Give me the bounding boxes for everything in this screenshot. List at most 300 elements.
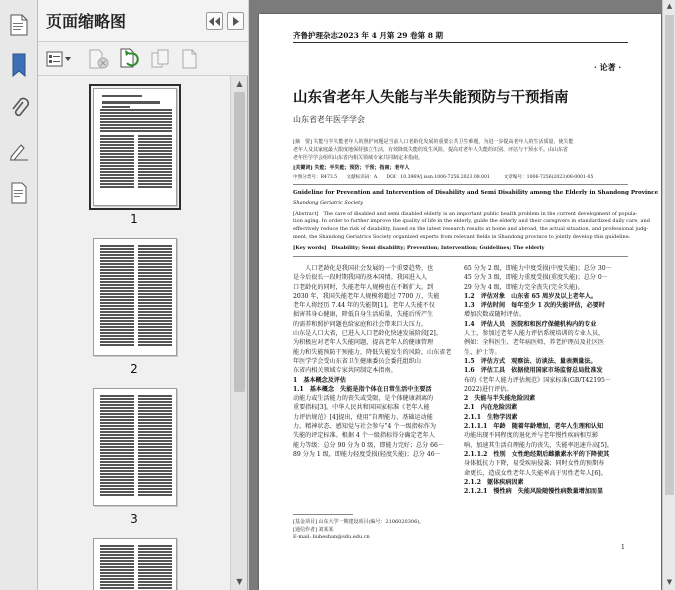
body-line: 2.1.2.1 慢性病 失能风险随慢性病数量增加而显 bbox=[464, 488, 604, 496]
thumbnail-text-line bbox=[138, 422, 172, 424]
scroll-up-icon[interactable]: ▲ bbox=[236, 79, 243, 88]
body-line: 命更长，造成女性老年人失能率高于男性老年人[6]。 bbox=[464, 469, 607, 477]
body-line: 2.1.1.2 性别 女性绝经期后雌激素水平的下降使其 bbox=[464, 450, 610, 458]
abstract-en-line: tion aging. In order to further improve the quality of life in the elderly, guide the elderly and their caregivers in standardized daily care, and bbox=[293, 218, 650, 224]
thumbnail-text-line bbox=[138, 449, 172, 451]
thumbnail-text-line bbox=[138, 281, 172, 283]
attachment-icon[interactable] bbox=[5, 93, 33, 123]
page-thumbnails-panel bbox=[38, 0, 248, 590]
thumbnail-text-line bbox=[100, 109, 172, 111]
body-line: 29 分为 4 级，即能力完全丧失(完全失能)。 bbox=[464, 283, 584, 291]
thumbnail-text-line bbox=[100, 581, 134, 583]
thumbnail-text-line bbox=[100, 560, 134, 562]
thumbnail-text-line bbox=[100, 446, 134, 448]
thumbnail-text-line bbox=[100, 452, 134, 454]
thumbnail-text-line bbox=[100, 130, 172, 132]
thumbnail-text-line bbox=[100, 180, 134, 182]
thumbnail-text-line bbox=[100, 338, 134, 340]
thumbnail-text-line bbox=[138, 440, 172, 442]
thumbnail-text-line bbox=[138, 299, 172, 301]
thumbnail-text-line bbox=[138, 401, 172, 403]
thumbnail-text-line bbox=[100, 281, 134, 283]
thumbnail-text-line bbox=[138, 257, 172, 259]
thumbnail-text-line bbox=[100, 410, 134, 412]
body-line: 能力等级：总分 90 分为 0 级，即能力完好；总分 66－ bbox=[293, 441, 444, 449]
thumbnail-text-line bbox=[100, 266, 134, 268]
thumbnail-text-line bbox=[138, 413, 172, 415]
thumbnail-text-line bbox=[100, 335, 134, 337]
thumbnail-text-line bbox=[100, 341, 134, 343]
thumbnail-text-line bbox=[138, 569, 172, 571]
thumbnail-text-line bbox=[100, 584, 134, 586]
thumbnail-text-line bbox=[100, 422, 134, 424]
thumbnail-text-line bbox=[100, 398, 134, 400]
thumbnail-text-line bbox=[138, 566, 172, 568]
thumbnail-text-line bbox=[100, 287, 134, 289]
thumbnail-text-line bbox=[100, 449, 134, 451]
thumbnail-text-line bbox=[100, 293, 134, 295]
thumbnail-text-line bbox=[100, 127, 172, 129]
thumbnail-text-line bbox=[100, 485, 134, 487]
journal-header: 齐鲁护理杂志2023 年 4 月第 29 卷第 8 期 bbox=[293, 31, 444, 40]
thumbnail-text-line bbox=[100, 263, 134, 265]
thumbnail-text-line bbox=[138, 341, 172, 343]
thumbnail-text-line bbox=[100, 147, 134, 149]
thumbnail-text-line bbox=[138, 308, 172, 310]
thumbnail-text-line bbox=[138, 446, 172, 448]
thumbnail-text-line bbox=[100, 395, 134, 397]
thumbnail-text-line bbox=[138, 464, 172, 466]
thumbnail-text-line bbox=[100, 569, 134, 571]
insert-page-icon[interactable] bbox=[180, 48, 202, 70]
thumbnail-text-line bbox=[138, 485, 172, 487]
scroll-down-icon[interactable]: ▼ bbox=[236, 577, 243, 586]
thumbnail-text-line bbox=[138, 153, 172, 155]
thumbnail-toolbar bbox=[38, 42, 248, 76]
thumbnail-text-line bbox=[138, 186, 172, 188]
thumbnail-page-number: 2 bbox=[130, 362, 138, 376]
thumbnail-text-line bbox=[138, 248, 172, 250]
thumbnail-text-line bbox=[100, 269, 134, 271]
abstract-en-line: ment, the Shandong Geriatrics Society organized experts from relevant fields in Shandong province to jointly develop this guideline. bbox=[293, 234, 631, 240]
body-line: 2 失能与半失能危险因素 bbox=[464, 395, 536, 403]
body-line: 力、精神状态、感知觉与社会参与”4 个一级指标作为 bbox=[293, 423, 436, 431]
thumbnail-text-line bbox=[100, 587, 134, 589]
thumbnail-text-line bbox=[100, 121, 172, 123]
thumbnail-text-line bbox=[138, 287, 172, 289]
footnote-line: [基金项目] 山东大学一期建设项目(编号：2106020306)。 bbox=[293, 519, 425, 525]
thumbnail-text-line bbox=[100, 272, 134, 274]
thumbnail-text-line bbox=[100, 563, 134, 565]
keywords-en: [Key words] Disability; Semi disability; Prevention; Intervention; Guidelines; The elderly bbox=[293, 245, 545, 251]
thumbnail-text-line bbox=[100, 434, 134, 436]
thumbnail-text-line bbox=[138, 180, 172, 182]
panel-title: 页面缩略图 bbox=[46, 12, 127, 31]
body-line: 能力和失能预防干预能力，降低失能发生的风险，山东省老 bbox=[293, 348, 452, 356]
thumbnail-text-line bbox=[138, 332, 172, 334]
footnote-line: E-mail: liuheshan@sdu.edu.cn bbox=[293, 534, 370, 540]
thumbnail-text-line bbox=[100, 455, 134, 457]
thumbnail-text-line bbox=[100, 165, 134, 167]
thumbnail-text-line bbox=[100, 578, 134, 580]
thumbnail-text-line bbox=[138, 467, 172, 469]
thumbnail-text-line bbox=[100, 183, 134, 185]
thumbnail-text-line bbox=[138, 156, 172, 158]
abstract-cn-line: 老年医学学会组织山东省内相关领域专家共同制定本指南。 bbox=[293, 155, 424, 161]
page-thumbnail[interactable] bbox=[93, 388, 177, 506]
thumbnail-text-line bbox=[138, 395, 172, 397]
extract-page-icon[interactable] bbox=[150, 48, 172, 70]
thumbnail-text-line bbox=[138, 171, 172, 173]
thumbnail-text-line bbox=[138, 144, 172, 146]
thumbnail-text-line bbox=[138, 138, 172, 140]
thumbnail-text-line bbox=[138, 290, 172, 292]
thumbnail-text-line bbox=[100, 124, 172, 126]
thumbnail-text-line bbox=[100, 174, 134, 176]
thumbnail-text-line bbox=[138, 323, 172, 325]
thumbnail-text-line bbox=[100, 168, 134, 170]
thumbnail-text-line bbox=[100, 464, 134, 466]
thumbnail-text-line bbox=[100, 311, 134, 313]
thumbnail-text-line bbox=[100, 419, 134, 421]
body-line: 布的《老年人能力评估规范》国家标准(GB/T42195－ bbox=[464, 376, 611, 384]
thumbnail-text-line bbox=[100, 404, 134, 406]
thumbnail-page-number: 1 bbox=[130, 212, 138, 226]
options-menu-icon[interactable] bbox=[46, 48, 72, 70]
title-en: Guideline for Prevention and Intervention of Disability and Semi Disability among the Elderly in Shandong Province bbox=[293, 190, 659, 196]
scrollbar-thumb[interactable] bbox=[665, 15, 674, 495]
body-line: 山东是人口大省，已进入人口老龄化快速发展阶段[2]。 bbox=[293, 330, 442, 338]
author-en: Shandong Geriatric Society bbox=[293, 200, 364, 206]
thumbnail-text-line bbox=[100, 458, 134, 460]
thumbnail-text-line bbox=[100, 314, 134, 316]
thumbnail-text-line bbox=[100, 476, 134, 478]
navigation-rail bbox=[0, 0, 38, 590]
body-line: 2022)进行评估。 bbox=[464, 385, 513, 393]
thumbnail-text-line bbox=[100, 413, 134, 415]
thumbnail-text-line bbox=[100, 575, 134, 577]
body-line: 2.1.1 生物学因素 bbox=[464, 413, 518, 421]
thumbnail-text-line bbox=[138, 473, 172, 475]
thumbnail-text-line bbox=[138, 150, 172, 152]
thumbnail-text-line bbox=[138, 320, 172, 322]
thumbnail-text-line bbox=[138, 159, 172, 161]
thumbnail-text-line bbox=[138, 311, 172, 313]
scroll-up-icon[interactable]: ▲ bbox=[666, 2, 673, 10]
thumbnail-text-line bbox=[138, 545, 172, 547]
thumbnail-text-line bbox=[100, 138, 134, 140]
thumbnail-text-line bbox=[100, 308, 134, 310]
thumbnail-list bbox=[38, 76, 230, 590]
thumbnail-text-line bbox=[138, 338, 172, 340]
thumbnail-text-line bbox=[100, 153, 134, 155]
body-line: 2.1.2 躯体疾病因素 bbox=[464, 478, 524, 486]
thumbnail-text-line bbox=[100, 437, 134, 439]
thumbnail-text-line bbox=[100, 494, 134, 496]
thumbnail-text-line bbox=[138, 284, 172, 286]
thumbnail-text-line bbox=[138, 587, 172, 589]
body-line: 1.2 评估对象 山东省 65 周岁及以上老年人。 bbox=[464, 292, 598, 300]
thumbnail-text-line bbox=[138, 260, 172, 262]
body-column-left bbox=[293, 264, 457, 459]
thumbnail-text-line bbox=[100, 470, 134, 472]
document-page bbox=[259, 14, 661, 590]
body-line: 年医学学会受山东省卫生健康委员会委托组织山 bbox=[293, 357, 421, 365]
header-rule bbox=[293, 42, 628, 43]
thumbnail-text-line bbox=[138, 488, 172, 490]
body-line: 1.6 评估工具 依据使用国家市场监督总局批准发 bbox=[464, 367, 603, 375]
thumbnail-text-line bbox=[138, 476, 172, 478]
thumbnail-text-line bbox=[138, 254, 172, 256]
body-line: 身体抵抗力下降，易受疾病侵袭；同时女性的预期寿 bbox=[464, 460, 605, 468]
thumbnail-text-line bbox=[138, 461, 172, 463]
thumbnail-text-line bbox=[138, 275, 172, 277]
thumbnail-text-line bbox=[138, 245, 172, 247]
thumbnail-text-line bbox=[138, 305, 172, 307]
thumbnail-text-line bbox=[138, 470, 172, 472]
thumbnail-text-line bbox=[100, 329, 134, 331]
thumbnail-text-line bbox=[138, 431, 172, 433]
thumbnail-text-line bbox=[138, 147, 172, 149]
body-line: 为积极应对老年人失能问题，提高老年人的健康管理 bbox=[293, 339, 434, 347]
thumbnail-text-line bbox=[100, 141, 134, 143]
bookmark-icon[interactable] bbox=[5, 50, 33, 80]
thumbnail-text-line bbox=[138, 419, 172, 421]
thumbnail-text-line bbox=[138, 455, 172, 457]
thumbnail-text-line bbox=[100, 416, 134, 418]
thumbnail-text-line bbox=[100, 407, 134, 409]
thumbnail-text-line bbox=[100, 278, 134, 280]
thumbnail-text-line bbox=[100, 557, 134, 559]
thumbnail-text-line bbox=[138, 491, 172, 493]
section-rule bbox=[293, 256, 628, 257]
thumbnail-text-line bbox=[100, 115, 172, 117]
document-scrollbar[interactable] bbox=[662, 0, 675, 590]
thumbnail-text-line bbox=[100, 162, 134, 164]
thumbnail-text-line bbox=[138, 572, 172, 574]
abstract-cn-line: 老年人及其家庭最大限度地保持独立生活，有效降低失能的发生风险，提高对老年人失能的识别、评估与干预水平。由山东省 bbox=[293, 147, 569, 153]
thumbnail-text-line bbox=[100, 326, 134, 328]
thumbnail-text-line bbox=[100, 566, 134, 568]
thumbnail-text-line bbox=[138, 251, 172, 253]
thumbnail-text-line bbox=[100, 473, 134, 475]
body-line: 1 基本概念及评估 bbox=[293, 376, 346, 384]
body-line: 人口老龄化是我国社会发展的一个重要趋势，也 bbox=[293, 265, 434, 272]
thumbnail-text-line bbox=[100, 320, 134, 322]
thumbnail-text-line bbox=[100, 431, 134, 433]
thumbnail-text-line bbox=[100, 428, 134, 430]
thumbnail-text-line bbox=[100, 144, 134, 146]
thumbnail-text-line bbox=[138, 296, 172, 298]
body-line: 人士，参加过老年人能力评估系统培训的专业人员， bbox=[464, 330, 605, 338]
thumbnail-text-line bbox=[138, 135, 172, 137]
body-line: 2030 年，我国失能老年人规模将超过 7700 万，失能 bbox=[293, 292, 440, 300]
body-line: 生、护士等。 bbox=[464, 348, 501, 356]
body-line: 的需养和照护问题也给家庭和社会带来巨大压力。 bbox=[293, 320, 428, 328]
thumbnail-page-number: 3 bbox=[130, 512, 138, 526]
thumbnail-text-line bbox=[100, 305, 134, 307]
thumbnail-text-line bbox=[100, 548, 134, 550]
thumbnail-text-line bbox=[138, 578, 172, 580]
thumbnail-text-line bbox=[100, 135, 134, 137]
page-number: 1 bbox=[621, 544, 625, 551]
section-rule bbox=[293, 184, 628, 185]
thumbnail-text-line bbox=[138, 575, 172, 577]
thumbnail-text-line bbox=[100, 344, 134, 346]
thumbnail-text-line bbox=[100, 551, 134, 553]
thumbnail-text-line bbox=[138, 335, 172, 337]
thumbnail-text-line bbox=[138, 314, 172, 316]
thumbnail-text-line bbox=[100, 317, 134, 319]
thumbnail-text-line bbox=[138, 162, 172, 164]
thumbnail-text-line bbox=[100, 302, 134, 304]
thumbnail-text-line bbox=[100, 254, 134, 256]
abstract-en-line: [Abstract] The care of disabled and semi disabled elderly is an important public health problem in the current development of popula- bbox=[293, 211, 638, 217]
body-line: 2.1.1.1 年龄 随着年龄增加，老年人生理和认知 bbox=[464, 423, 604, 431]
body-line: 损害其身心健康，降低自身生活质量，失能后所产生 bbox=[293, 311, 434, 319]
thumbnail-text-line bbox=[100, 491, 134, 493]
body-line: 响，加速其生活自理能力的丧失，失能率迅速升高[5]。 bbox=[464, 441, 613, 449]
document-properties-icon[interactable] bbox=[5, 178, 33, 208]
article-author: 山东省老年医学学会 bbox=[293, 115, 365, 124]
thumbnail-text-line bbox=[138, 554, 172, 556]
article-title: 山东省老年人失能与半失能预防与干预指南 bbox=[293, 89, 569, 106]
thumbnail-text-line bbox=[100, 467, 134, 469]
scroll-down-icon[interactable]: ▼ bbox=[666, 578, 673, 586]
thumbnail-text-line bbox=[138, 141, 172, 143]
thumbnail-text-line bbox=[100, 186, 134, 188]
thumbnail-scrollbar[interactable] bbox=[230, 76, 247, 590]
thumbnail-text-line bbox=[138, 398, 172, 400]
next-icon[interactable] bbox=[227, 12, 244, 30]
thumbnail-text-line bbox=[138, 548, 172, 550]
page-thumbnail[interactable] bbox=[93, 538, 177, 590]
thumbnail-text-line bbox=[100, 260, 134, 262]
abstract-en-line: effectively reduce the risk of disability, based on the latest research results at home and abroad, the actual situation, and professional judg- bbox=[293, 226, 649, 232]
body-line: 失能的评定标准。根据 4 个一级指标得分确定老年人 bbox=[293, 432, 435, 440]
collapse-panel-icon[interactable] bbox=[206, 12, 223, 30]
thumbnail-text-line bbox=[138, 168, 172, 170]
thumbnail-text-line bbox=[100, 323, 134, 325]
body-line: 1.4 评估人员 医院和和医疗保健机构内的专业 bbox=[464, 320, 597, 328]
body-line: 老年人将经历 7.44 年的失能期[1]。老年人失能不仅 bbox=[293, 302, 435, 310]
body-line: 例如：全科医生、老年病医师、养老护理员及社区医 bbox=[464, 339, 605, 347]
thumbnail-text-line bbox=[100, 275, 134, 277]
thumbnail-text-line bbox=[138, 494, 172, 496]
thumbnail-text-line bbox=[100, 401, 134, 403]
thumbnail-text-line bbox=[100, 290, 134, 292]
thumbnail-text-line bbox=[100, 156, 134, 158]
thumbnail-text-line bbox=[138, 174, 172, 176]
thumbnail-text-line bbox=[138, 329, 172, 331]
thumbnail-text-line bbox=[138, 407, 172, 409]
page-thumbnail[interactable] bbox=[93, 238, 177, 356]
thumbnail-text-line bbox=[138, 183, 172, 185]
thumbnail-text-line bbox=[100, 488, 134, 490]
body-line: 是今后很长一段时期我国的基本国情。我国进入人 bbox=[293, 274, 428, 282]
thumbnail-text-line bbox=[138, 437, 172, 439]
panel-header bbox=[38, 0, 248, 42]
thumbnail-text-line bbox=[138, 269, 172, 271]
body-line: 动能力或生活能力的丧失或受限，是个体健康剥离的 bbox=[293, 395, 434, 403]
page-thumbnail[interactable] bbox=[93, 88, 177, 206]
body-line: 1.3 评估时间 每年至少 1 次的失能评估，必要时 bbox=[464, 302, 605, 310]
thumbnail-text-line bbox=[138, 557, 172, 559]
body-line: 89 分为 1 级，即能力轻度受损(轻度失能)；总分 46－ bbox=[293, 450, 441, 458]
thumbnail-text-line bbox=[138, 458, 172, 460]
thumbnail-text-line bbox=[100, 245, 134, 247]
body-line: 65 分为 2 级，即能力中度受损(中度失能)；总分 30－ bbox=[464, 265, 612, 272]
thumbnail-text-line bbox=[138, 479, 172, 481]
thumbnail-text-line bbox=[138, 410, 172, 412]
thumbnail-text-line bbox=[100, 159, 134, 161]
thumbnail-text-line bbox=[100, 171, 134, 173]
thumbnail-text-line bbox=[100, 299, 134, 301]
thumbnail-text-line bbox=[100, 572, 134, 574]
thumbnail-text-line bbox=[100, 425, 134, 427]
body-column-right bbox=[464, 264, 628, 496]
body-line: 力评估规范》[4]提出，使用“自理能力、基础运动能 bbox=[293, 413, 433, 421]
thumbnail-text-line bbox=[138, 560, 172, 562]
thumbnail-text-line bbox=[100, 150, 134, 152]
body-line: 功能出现不同程度的退化并与老年慢性疾病相互影 bbox=[464, 432, 599, 440]
body-line: 45 分为 3 级，即能力重度受损(重度失能)；总分 0－ bbox=[464, 274, 608, 282]
abstract-cn-line: [摘 要] 失能与半失能老年人的照护问题是当前人口老龄化发展的重要公共卫生难题。为进一步提高老年人的生活质量，使失能 bbox=[293, 139, 574, 145]
thumbnail-text-line bbox=[138, 344, 172, 346]
thumbnail-text-line bbox=[138, 177, 172, 179]
body-line: 增加次数或随时评估。 bbox=[464, 311, 525, 319]
thumbnail-text-line bbox=[102, 95, 142, 97]
delete-page-icon[interactable] bbox=[88, 48, 110, 70]
thumbnail-text-line bbox=[100, 440, 134, 442]
thumbnail-text-line bbox=[138, 581, 172, 583]
thumbnail-text-line bbox=[100, 251, 134, 253]
thumbnail-text-line bbox=[138, 293, 172, 295]
thumbnail-text-line bbox=[138, 416, 172, 418]
thumbnail-text-line bbox=[138, 165, 172, 167]
thumbnail-text-line bbox=[138, 563, 172, 565]
thumbnail-text-line bbox=[100, 248, 134, 250]
thumbnail-text-line bbox=[100, 118, 172, 120]
thumbnail-text-line bbox=[100, 284, 134, 286]
thumbnail-text-line bbox=[138, 425, 172, 427]
body-line: 重要指标[3]。中华人民共和国国家标准《老年人能 bbox=[293, 404, 430, 412]
signature-icon[interactable] bbox=[5, 136, 33, 166]
thumbnail-text-line bbox=[100, 545, 134, 547]
thumbnail-text-line bbox=[138, 302, 172, 304]
thumbnail-text-line bbox=[100, 479, 134, 481]
classification-line: 中图分类号：R473.5 文献标识码：A DOI：10.3969/j.issn.1006-7256.2023.08.001 文章编号：1006-7256(2023)08-0001-05 bbox=[293, 175, 594, 180]
body-line: 东省内相关领域专家共同制定本指南。 bbox=[293, 367, 397, 375]
pages-icon[interactable] bbox=[5, 10, 33, 40]
thumbnail-text-line bbox=[138, 278, 172, 280]
scrollbar-thumb[interactable] bbox=[234, 92, 245, 392]
thumbnail-text-line bbox=[138, 317, 172, 319]
thumbnail-text-line bbox=[100, 443, 134, 445]
thumbnail-text-line bbox=[100, 296, 134, 298]
thumbnail-text-line bbox=[138, 452, 172, 454]
thumbnail-text-line bbox=[100, 112, 172, 114]
thumbnail-text-line bbox=[100, 554, 134, 556]
body-line: 1.5 评估方式 观察法、访谈法、量表测量法。 bbox=[464, 357, 597, 365]
keywords-cn: [关键词] 失能；半失能；预防；干预；指南；老年人 bbox=[293, 165, 410, 171]
thumbnail-text-line bbox=[138, 272, 172, 274]
thumbnail-text-line bbox=[138, 482, 172, 484]
thumbnail-text-line bbox=[138, 326, 172, 328]
thumbnail-text-line bbox=[100, 257, 134, 259]
rotate-page-icon[interactable] bbox=[118, 48, 142, 70]
thumbnail-text-line bbox=[138, 263, 172, 265]
